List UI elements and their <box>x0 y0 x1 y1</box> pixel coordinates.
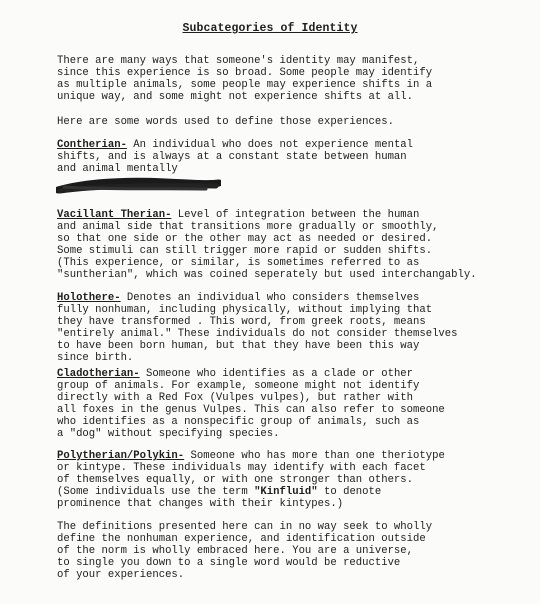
holothere-entry <box>57 293 532 364</box>
holothere-term: Holothere- <box>57 292 121 304</box>
cladotherian-definition: Someone who identifies as a clade or other group of animals. For example, someone might not identify directly with a Red Fox (Vulpes vulpes), but rather with all foxes in the genus Vulpes. This can also refer to someone who identifies as a nonspecific group of animals, such as a "dog" without specifying species. <box>57 368 445 440</box>
cladotherian-entry <box>57 369 532 440</box>
closing-paragraph: The definitions presented here can in no way seek to wholly define the nonhuman experience, and identification outside of the norm is wholly embraced here. You are a universe, to single you down to a single word would be reductive of your experiences. <box>57 521 433 581</box>
intro-paragraph: There are many ways that someone's identity may manifest, since this experience is so broad. Some people may identify as multiple animals, some people may experience shifts in a unique way, and some might not experience shifts at all. <box>57 55 433 103</box>
polytherian-definition-part-2: to denote prominence that changes with their kintypes.) <box>57 485 382 510</box>
lead-in-paragraph: Here are some words used to define those experiences. <box>57 116 394 128</box>
polytherian-entry <box>57 451 532 511</box>
vacillant-therian-entry <box>57 210 532 281</box>
contherian-entry <box>57 140 532 176</box>
polytherian-term: Polytherian/Polykin- <box>57 450 185 462</box>
kinfluid-term: "Kinfluid" <box>254 485 318 498</box>
vacillant-therian-term: Vacillant Therian- <box>57 209 172 221</box>
contherian-term: Contherian- <box>57 139 127 151</box>
polytherian-definition-part-1: Someone who has more than one theriotype or kintype. These individuals may identify with each facet of themselves equally, or with one stronger than others. (Some individuals use the term <box>57 450 445 498</box>
page-title: Subcategories of Identity <box>182 22 358 35</box>
redaction-scribble <box>56 176 221 198</box>
cladotherian-term: Cladotherian- <box>57 368 140 380</box>
vacillant-therian-definition: Level of integration between the human and animal side that transitions more gradually or smoothly, so that one side or the other may act as needed or desired. Some stimuli can still trigger more rapid or sudden shifts. (This experience, or similar, is sometimes referred to as "suntherian", which was coined seperately but used interchangably. <box>57 209 477 281</box>
contherian-definition: An individual who does not experience mental shifts, and is always at a constant state between human and animal mentally <box>57 139 414 175</box>
holothere-definition: Denotes an individual who considers themselves fully nonhuman, including physically, without implying that they have transformed . This word, from greek roots, means "entirely animal." These individuals do not consider themselves to have been born human, but that they have been this way since birth. <box>57 292 458 364</box>
